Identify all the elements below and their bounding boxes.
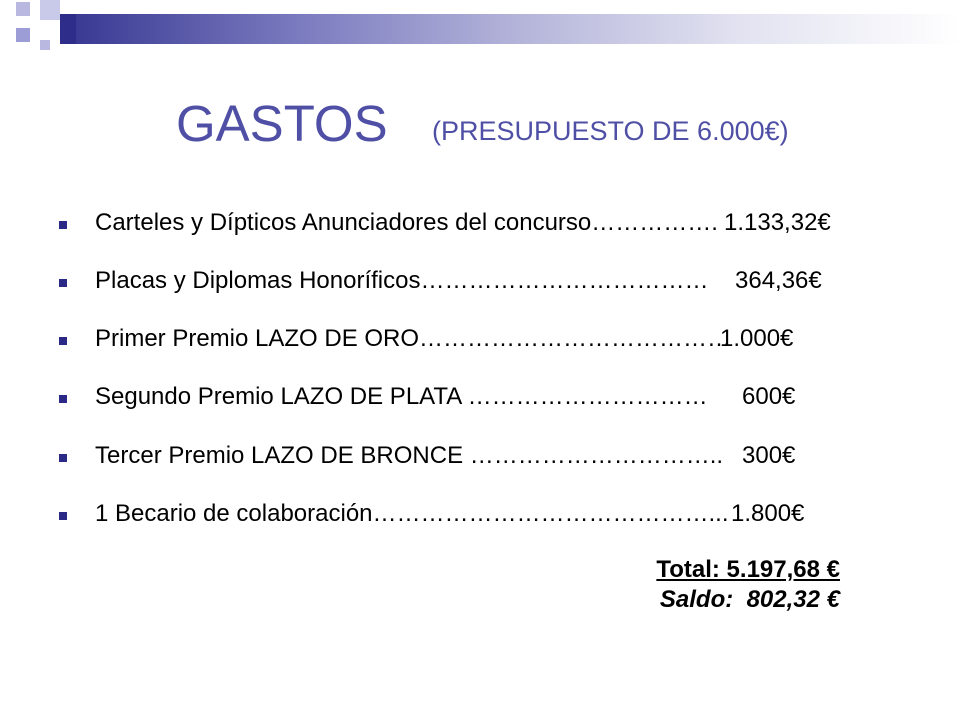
dot-leader: ……………. <box>591 209 718 236</box>
expense-label: Carteles y Dípticos Anunciadores del concurso……………. <box>95 209 718 236</box>
dot-leader: ………………………… <box>460 383 708 410</box>
decorative-square <box>16 28 30 42</box>
total-amount: Total: 5.197,68 € <box>656 556 840 583</box>
expense-label: Segundo Premio LAZO DE PLATA ………………………… <box>95 383 708 410</box>
balance-amount: Saldo: 802,32 € <box>659 586 840 613</box>
expense-amount: 600€ <box>742 383 796 410</box>
expense-label: Placas y Diplomas Honoríficos……………………………… <box>95 267 709 294</box>
dot-leader: ………………………….. <box>463 442 724 469</box>
expense-item <box>0 327 960 355</box>
decorative-square <box>40 40 50 50</box>
decorative-square <box>60 14 76 44</box>
header-gradient-bar <box>76 14 960 44</box>
expense-amount: 364,36€ <box>735 267 822 294</box>
expense-label: Tercer Premio LAZO DE BRONCE ………………………….. <box>95 442 724 469</box>
decorative-square <box>40 0 60 20</box>
square-bullet-icon <box>59 337 67 345</box>
square-bullet-icon <box>59 454 67 462</box>
expense-item <box>0 385 960 413</box>
dot-leader: ……………………………………... <box>372 500 729 527</box>
expense-amount: 300€ <box>742 442 796 469</box>
expense-label: 1 Becario de colaboración……………………………………... <box>95 500 729 527</box>
decorative-square <box>16 2 30 16</box>
expense-item <box>0 502 960 530</box>
expense-label: Primer Premio LAZO DE ORO………………………………… <box>95 325 732 352</box>
expense-amount: 1.800€ <box>731 500 805 527</box>
square-bullet-icon <box>59 512 67 520</box>
slide-title: GASTOS <box>176 95 388 152</box>
dot-leader: ………………………………… <box>419 325 732 352</box>
slide-subtitle: (PRESUPUESTO DE 6.000€) <box>432 116 789 146</box>
expense-amount: 1.000€ <box>720 325 794 352</box>
expense-item <box>0 269 960 297</box>
expense-amount: 1.133,32€ <box>724 209 831 236</box>
square-bullet-icon <box>59 395 67 403</box>
expense-item <box>0 444 960 472</box>
dot-leader: ……………………………… <box>420 267 709 294</box>
square-bullet-icon <box>59 279 67 287</box>
expense-item <box>0 211 960 239</box>
square-bullet-icon <box>59 221 67 229</box>
